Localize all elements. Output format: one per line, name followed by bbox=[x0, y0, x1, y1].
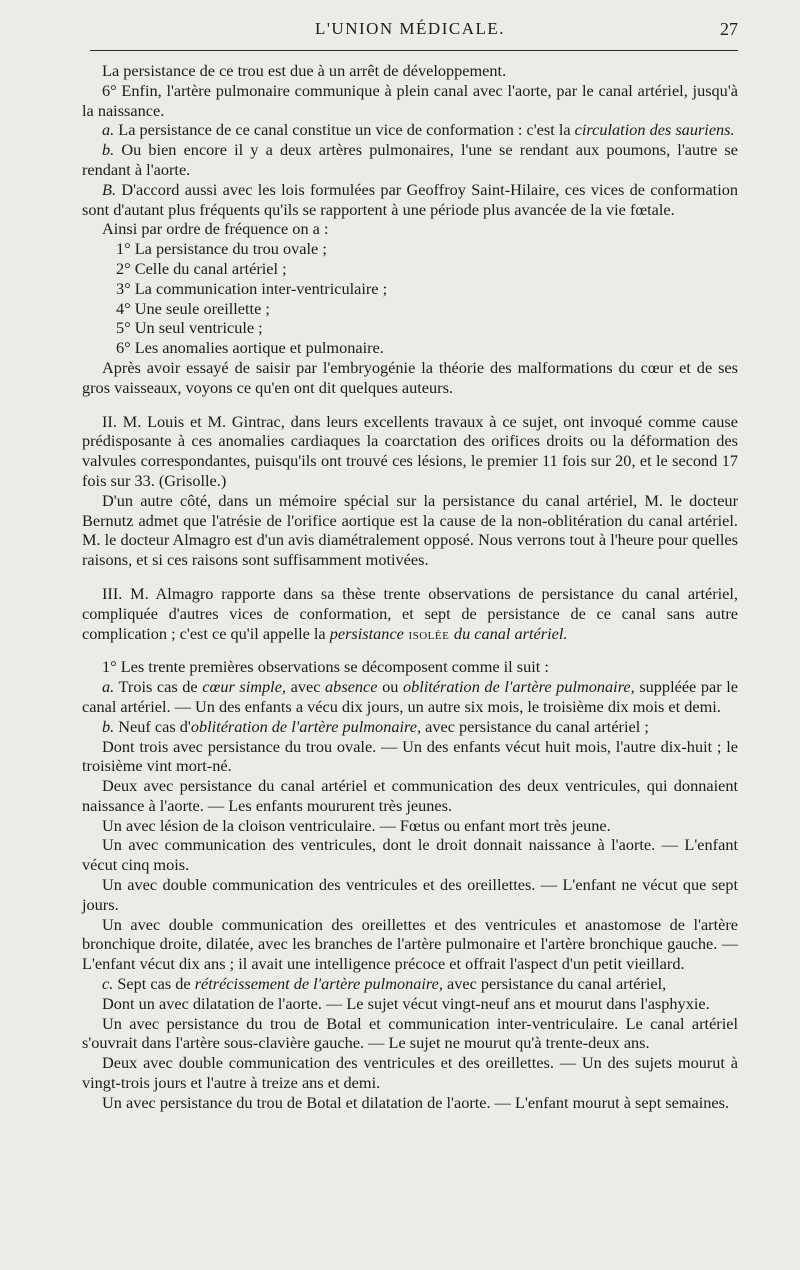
paragraph bbox=[82, 120, 738, 140]
header-rule bbox=[90, 50, 738, 51]
paragraph bbox=[82, 677, 738, 717]
text: ou bbox=[377, 677, 403, 697]
paragraph: Un avec double communication des ventricules et des oreillettes. — L'enfant ne vécut que sept jours. bbox=[82, 875, 738, 914]
text: suppléée par le canal artériel. — Un des enfants a vécu dix jours, un autre six mois, le troisième dix mois et demi. bbox=[82, 677, 739, 716]
paragraph: 1° Les trente premières observations se décomposent comme il suit : bbox=[102, 657, 549, 677]
small-caps: isolée bbox=[403, 623, 454, 643]
item-letter: c. bbox=[102, 974, 114, 994]
item-letter: a. bbox=[102, 120, 115, 140]
list-item: 1° La persistance du trou ovale ; bbox=[116, 239, 327, 259]
paragraph: Un avec persistance du trou de Botal et dilatation de l'aorte. — L'enfant mourut à sept semaines. bbox=[102, 1092, 730, 1112]
list-item: 5° Un seul ventricule ; bbox=[116, 318, 263, 338]
section-paragraph: II. M. Louis et M. Gintrac, dans leurs excellents travaux à ce sujet, ont invoqué comme cause prédisposante à ces anomalies cardiaques la coarctation des orifices droits ou la déformation des valvules correspondantes, puisqu'ils ont trouvé ces lésions, le premier 11 fois sur 20, et le second 17 fois sur 33. (Grisolle.) bbox=[82, 411, 738, 490]
text: Neuf cas d' bbox=[114, 716, 191, 736]
list-item: 6° Les anomalies aortique et pulmonaire. bbox=[116, 338, 384, 358]
text: Trois cas de bbox=[114, 677, 203, 697]
paragraph bbox=[82, 180, 738, 220]
text: avec bbox=[286, 677, 326, 697]
paragraph: La persistance de ce trou est due à un arrêt de développement. bbox=[102, 61, 507, 80]
paragraph: Deux avec persistance du canal artériel et communication des deux ventricules, qui donnaient naissance à l'aorte. — Les enfants moururent très jeunes. bbox=[82, 776, 738, 815]
text: La persistance de ce canal constitue un vice de conformation : c'est la bbox=[114, 120, 575, 140]
text: III. M. Almagro rapporte dans sa thèse trente observations de persistance du canal artériel, compliquée d'autres vices de conformation, et sept de persistance de ce canal sans autre complication ; c'est ce qu'il appelle la bbox=[82, 583, 738, 643]
text: Ou bien encore il y a deux artères pulmonaires, l'une se rendant aux poumons, l'autre se rendant à l'aorte. bbox=[82, 140, 738, 179]
paragraph: Deux avec double communication des ventricules et des oreillettes. — Un des sujets mourut à vingt-trois jours et l'autre à treize ans et demi. bbox=[82, 1053, 738, 1093]
paragraph: Un avec lésion de la cloison ventriculaire. — Fœtus ou enfant mort très jeune. bbox=[102, 815, 611, 835]
emphasis: cœur simple, bbox=[202, 677, 287, 697]
item-letter: b. bbox=[102, 716, 115, 736]
list-item: 3° La communication inter-ventriculaire ; bbox=[116, 278, 388, 298]
paragraph: Après avoir essayé de saisir par l'embryogénie la théorie des malformations du cœur et de ses gros vaisseaux, voyons ce qu'en ont dit quelques auteurs. bbox=[82, 357, 738, 397]
text: D'accord aussi avec les lois formulées par Geoffroy Saint-Hilaire, ces vices de conformation sont d'autant plus fréquents qu'ils se rapportent à une période plus avancée de la vie fœtale. bbox=[82, 179, 738, 219]
item-letter: b. bbox=[102, 140, 115, 160]
text: avec persistance du canal artériel, bbox=[442, 974, 667, 994]
page-number: 27 bbox=[720, 19, 738, 39]
journal-title: L'UNION MÉDICALE. bbox=[314, 19, 506, 38]
text: Sept cas de bbox=[113, 974, 195, 994]
emphasis: absence bbox=[325, 677, 378, 697]
paragraph bbox=[82, 140, 738, 180]
section-paragraph bbox=[82, 584, 738, 643]
frequency-list bbox=[82, 239, 738, 358]
emphasis: persistance bbox=[329, 623, 404, 643]
running-head bbox=[82, 14, 738, 44]
list-item: 4° Une seule oreillette ; bbox=[116, 298, 270, 318]
paragraph: Dont un avec dilatation de l'aorte. — Le sujet vécut vingt-neuf ans et mourut dans l'asphyxie. bbox=[102, 993, 710, 1013]
emphasis: circulation des sauriens. bbox=[574, 120, 735, 140]
item-letter: B. bbox=[102, 179, 117, 199]
article-body bbox=[82, 61, 738, 1113]
emphasis: oblitération de l'artère pulmonaire, bbox=[190, 716, 422, 736]
paragraph: Un avec communication des ventricules, dont le droit donnait naissance à l'aorte. — L'enfant vécut cinq mois. bbox=[82, 835, 738, 875]
paragraph: Ainsi par ordre de fréquence on a : bbox=[102, 219, 329, 239]
list-item: 2° Celle du canal artériel ; bbox=[116, 258, 287, 278]
text: avec persistance du canal artériel ; bbox=[421, 716, 649, 736]
paragraph: Un avec double communication des oreillettes et des ventricules et anastomose de l'artère bronchique droite, dilatée, avec les branches de l'artère pulmonaire et l'artère bronchique gauche. — L'enfant vécut dix ans ; il avait une intelligence précoce et offrait l'aspect d'un petit vieillard. bbox=[82, 914, 738, 974]
emphasis: rétrécissement de l'artère pulmonaire, bbox=[194, 974, 443, 994]
item-letter: a. bbox=[102, 677, 115, 697]
paragraph bbox=[82, 717, 738, 737]
paragraph bbox=[82, 974, 738, 994]
paragraph: Dont trois avec persistance du trou ovale. — Un des enfants vécut huit mois, l'autre dix-huit ; le troisième vint mort-né. bbox=[82, 736, 738, 776]
paragraph: 6° Enfin, l'artère pulmonaire communique à plein canal avec l'aorte, par le canal artériel, jusqu'à la naissance. bbox=[82, 80, 738, 120]
emphasis: du canal artériel. bbox=[453, 623, 568, 643]
paragraph: D'un autre côté, dans un mémoire spécial sur la persistance du canal artériel, M. le docteur Bernutz admet que l'atrésie de l'orifice aortique est la cause de la non-oblitération du canal artériel. M. le docteur Almagro est d'un avis diamétralement opposé. Nous verrons tout à l'heure pour quelles raisons, et si ces raisons sont suffisamment motivées. bbox=[82, 490, 738, 570]
paragraph: Un avec persistance du trou de Botal et communication inter-ventriculaire. Le canal artériel s'ouvrait dans l'artère sous-clavière gauche. — Le sujet ne mourut qu'à trente-deux ans. bbox=[82, 1013, 738, 1053]
emphasis: oblitération de l'artère pulmonaire, bbox=[402, 677, 635, 697]
